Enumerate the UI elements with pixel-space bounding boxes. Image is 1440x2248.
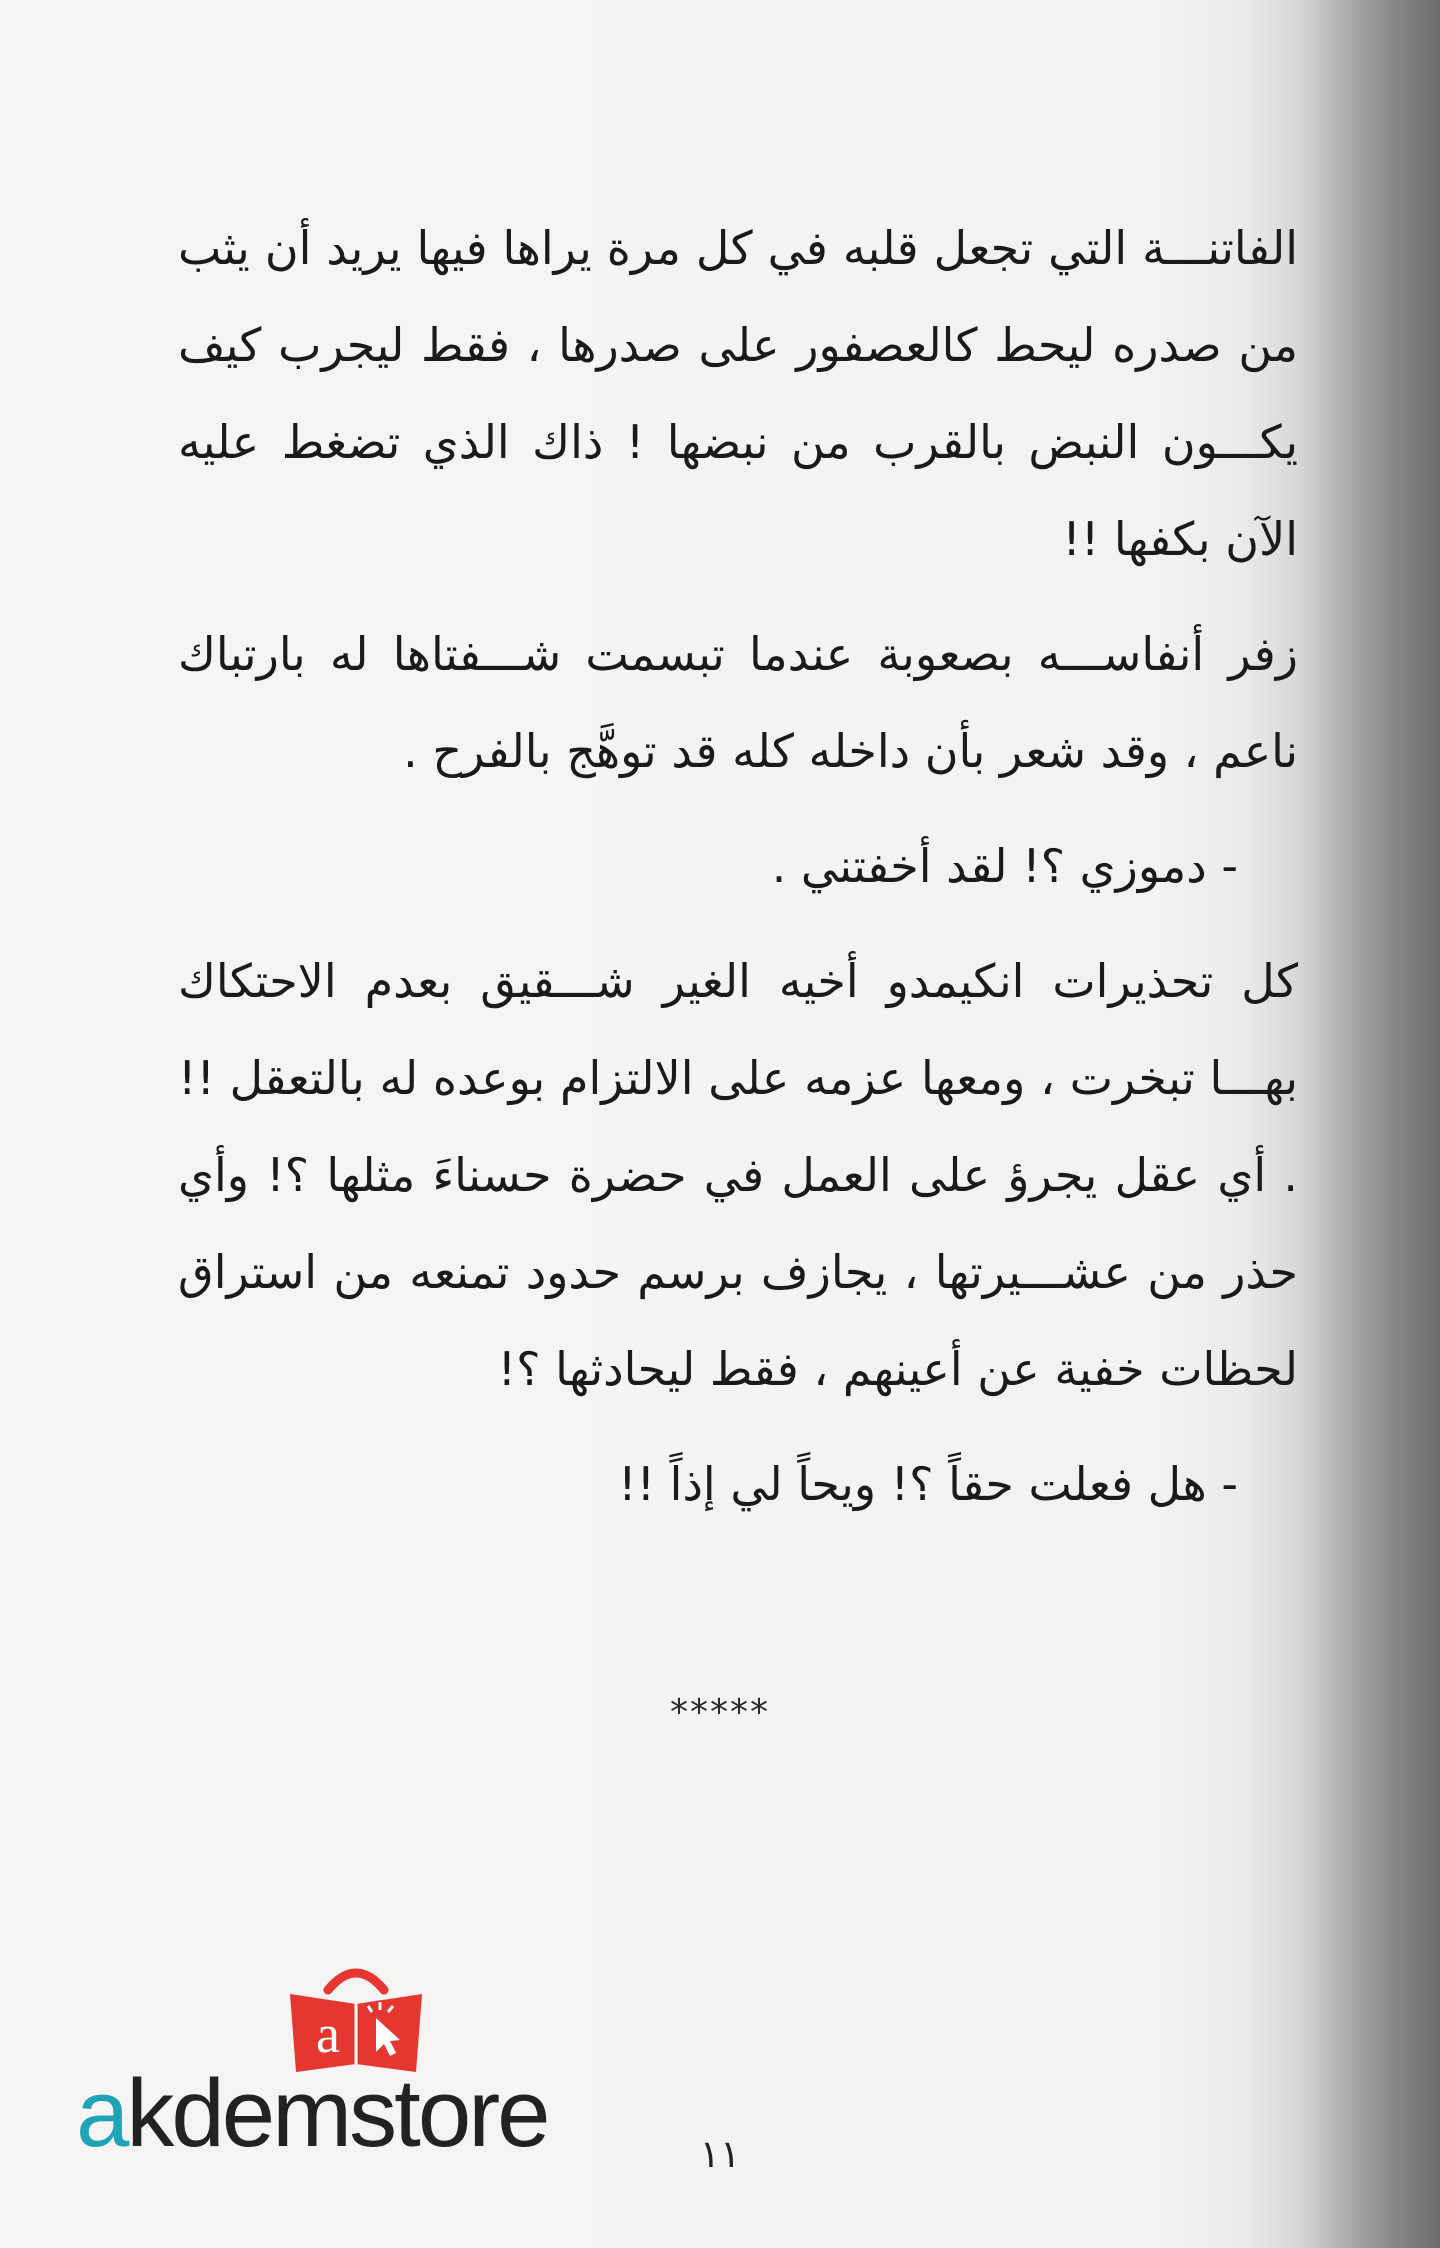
section-separator: ***** xyxy=(670,1692,770,1733)
store-logo xyxy=(76,1960,596,2167)
page-number: ١١ xyxy=(699,2132,741,2176)
store-logo-wordmark xyxy=(76,2060,548,2167)
paragraph-1: الفاتنـــة التي تجعل قلبه في كل مرة يراها فيها يريد أن يثب من صدره ليحط كالعصفور على صدرها ، فقط ليجرب كيف يكـــون النبض بالقرب من نبضها ! ذاك الذي تضغط عليه الآن بكفها !! xyxy=(178,221,1298,566)
logo-wordmark-rest: kdemstore xyxy=(126,2060,548,2167)
dialogue-line-1: - دموزي ؟! لقد أخفتني . xyxy=(771,839,1238,893)
dialogue-line-2: - هل فعلت حقاً ؟! ويحاً لي إذاً !! xyxy=(618,1457,1238,1511)
paragraph-2: زفر أنفاســـه بصعوبة عندما تبسمت شـــفتاها له بارتباك ناعم ، وقد شعر بأن داخله كله قد توهَّج بالفرح . xyxy=(178,627,1298,778)
paragraph-3: كل تحذيرات انكيمدو أخيه الغير شـــقيق بعدم الاحتكاك بهـــا تبخرت ، ومعها عزمه على الالتزام بوعده له بالتعقل !! . أي عقل يجرؤ على العمل في حضرة حسناءَ مثلها ؟! وأي حذر من عشـــيرتها ، يجازف برسم حدود تمنعه من استراق لحظات خفية عن أعينهم ، فقط ليحادثها ؟! xyxy=(178,954,1298,1396)
page-text xyxy=(178,200,1298,1551)
logo-wordmark-first: a xyxy=(76,2060,127,2167)
logo-badge-letter: a xyxy=(316,2004,340,2064)
page-gutter-shadow xyxy=(1300,0,1440,2248)
